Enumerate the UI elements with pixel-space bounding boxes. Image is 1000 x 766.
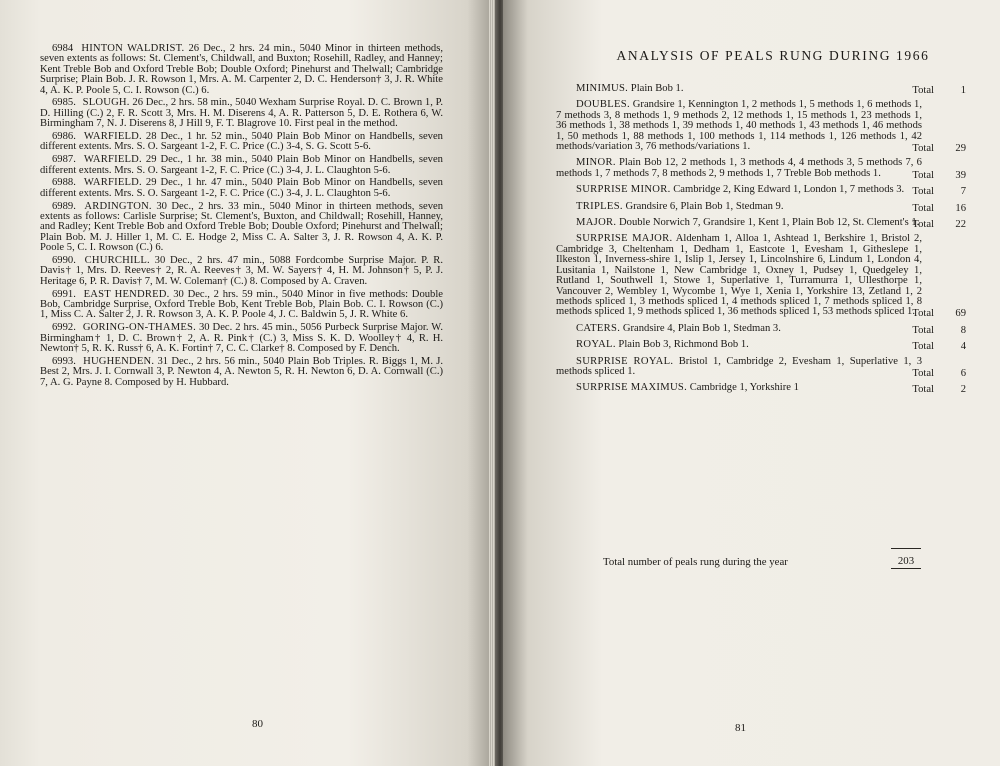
peal-place: SLOUGH.	[82, 97, 130, 109]
analysis-list	[556, 84, 966, 400]
category-methods: Grandsire 4, Plain Bob 1, Stedman 3.	[622, 322, 781, 334]
peal-details: 26 Dec., 2 hrs. 58 min., 5040 Wexham Surprise Royal. D. C. Brown 1, P. D. Hilling (C.) 2, F. R. Scott 3, Mrs. H. M. Diserens 4, A. R. Patterson 5, D. E. Rothera 6, W. Birmingham 7, N. J. Diserens 8, J Hill 9, F. T. Blagrove 10. First peal in the method.	[40, 97, 443, 130]
total-label: Total	[912, 202, 934, 214]
peal-place: EAST HENDRED.	[83, 288, 170, 300]
peal-place: HINTON WALDRIST.	[81, 43, 185, 54]
category-total	[912, 86, 966, 96]
category-methods: Aldenham 1, Alloa 1, Ashtead 1, Berkshire 1, Bristol 2, Cambridge 3, Cheltenham 1, Dedham 1, Eastcote 1, Evesham 1, Githeslepe 1, Ilkeston 1, Inverness-shire 1, Islip 1, Jersey 1, Lincolnshire 6, Lindum 1, London 4, Lusitania 1, Nailstone 1, New Cambridge 1, Oxney 1, Pudsey 1, Quedgeley 1, Rutland 1, Southwell 1, Stowe 1, Superlative 1, Turramurra 1, Ullesthorpe 1, Vancouver 2, Wembley 1, Wycombe 1, Wye 1, Xenia 1, Yorkshire 13, Zetland 1, 2 methods spliced 1, 3 methods spliced 1, 4 methods spliced 1, 7 methods spliced 1, 8 methods spliced 1, 9 methods spliced 1, 36 methods spliced 1, 53 methods spliced 1.	[556, 233, 922, 318]
category-name: CATERS.	[576, 322, 621, 334]
analysis-category	[556, 84, 966, 94]
total-value: 39	[955, 169, 966, 181]
peal-entry	[40, 132, 443, 153]
total-value: 29	[955, 143, 966, 155]
category-methods: Cambridge 1, Yorkshire 1	[689, 382, 799, 394]
peal-details: 31 Dec., 2 hrs. 56 min., 5040 Plain Bob Triples. R. Biggs 1, M. J. Best 2, Mrs. J. I. Cornwall 3, P. Newton 4, A. Newton 5, R. H. Newton 6, D. A. Cornwall (C.) 7, A. G. Payne 8. Composed by H. Hubbard.	[40, 355, 443, 388]
analysis-category	[556, 217, 966, 231]
peal-entry	[40, 256, 443, 287]
total-label: Total	[912, 324, 934, 336]
total-label: Total	[912, 367, 934, 379]
category-total	[912, 171, 966, 181]
peal-number: 6984	[52, 43, 74, 54]
category-name: MINIMUS.	[576, 83, 629, 94]
left-page	[0, 0, 497, 766]
category-total	[912, 187, 966, 197]
page-number-right: 81	[735, 722, 746, 734]
total-label: Total	[912, 384, 934, 396]
peal-number: 6987.	[52, 154, 76, 166]
category-methods: Plain Bob 12, 2 methods 1, 3 methods 4, 4 methods 3, 5 methods 7, 6 methods 1, 7 methods 7, 8 methods 2, 9 methods 1, 7 Treble Bob methods 1.	[556, 157, 922, 179]
peal-number: 6985.	[52, 97, 76, 109]
category-total	[912, 385, 966, 395]
analysis-category	[556, 184, 966, 198]
peal-place: GORING-ON-THAMES.	[82, 322, 196, 334]
category-name: SURPRISE MAJOR.	[576, 233, 673, 245]
category-methods: Grandsire 1, Kennington 1, 2 methods 1, 5 methods 1, 6 methods 1, 7 methods 3, 8 methods 1, 9 methods 2, 12 methods 1, 15 methods 1, 23 methods 1, 36 methods 1, 38 methods 1, 39 methods 1, 40 methods 1, 43 methods 1, 46 methods 1, 50 methods 1, 88 methods 1, 100 methods 1, 114 methods 1, 126 methods 1, 42 methods/variation 3, 76 methods/variations 1.	[556, 99, 923, 153]
analysis-category	[556, 158, 966, 179]
category-methods: Bristol 1, Cambridge 2, Evesham 1, Superlative 1, 3 methods spliced 1.	[556, 355, 922, 377]
analysis-category	[556, 339, 966, 353]
peal-number: 6990.	[52, 255, 76, 267]
total-label: Total	[912, 85, 934, 96]
total-value: 7	[960, 186, 966, 198]
grand-total-value: 203	[891, 548, 921, 569]
category-name: SURPRISE ROYAL.	[576, 355, 674, 367]
category-methods: Plain Bob 1.	[630, 83, 684, 94]
total-value: 4	[960, 341, 966, 353]
category-total	[912, 342, 966, 352]
peal-number: 6992.	[52, 322, 76, 334]
category-methods: Cambridge 2, King Edward 1, London 1, 7 methods 3.	[673, 184, 905, 196]
category-total	[912, 309, 966, 319]
peal-details: 28 Dec., 1 hr. 52 min., 5040 Plain Bob Minor on Handbells, seven different extents. Mrs. S. O. Sargeant 1-2, F. C. Price (C.) 3-4, S. G. Scott 5-6.	[40, 131, 443, 153]
category-methods: Grandsire 6, Plain Bob 1, Stedman 9.	[625, 200, 784, 212]
page-title: ANALYSIS OF PEALS RUNG DURING 1966	[616, 48, 930, 63]
peal-place: WARFIELD.	[83, 154, 142, 166]
peal-number: 6986.	[52, 131, 76, 143]
peal-details: 30 Dec., 2 hrs. 47 min., 5088 Fordcombe Surprise Major. P. R. Davis† 1, Mrs. D. Reeves† 2, R. A. Reeves† 3, M. W. Sayers† 4, H. M. Johnson† 5, P. J. Heritage 6, P. R. Davis† 7, M. W. Coleman† (C.) 8. Composed by A. Craven.	[40, 255, 443, 287]
page-number-left: 80	[252, 718, 263, 730]
total-value: 16	[955, 202, 966, 214]
analysis-category	[556, 202, 966, 212]
total-label: Total	[912, 308, 934, 320]
total-value: 22	[955, 219, 966, 231]
category-name: MINOR.	[576, 157, 616, 169]
total-label: Total	[912, 186, 934, 198]
category-name: ROYAL.	[576, 339, 616, 351]
peal-place: ARDINGTON.	[84, 200, 152, 212]
peal-number: 6991.	[52, 288, 76, 300]
total-value: 2	[960, 384, 966, 396]
category-name: SURPRISE MINOR.	[576, 184, 671, 196]
peal-entry	[40, 357, 443, 388]
peal-entry	[40, 323, 443, 354]
analysis-category	[556, 382, 966, 396]
peal-details: 26 Dec., 2 hrs. 24 min., 5040 Minor in thirteen methods, seven extents as follows: St. Clement's, Childwall, and Buxton; Rosehill, Radley, and Hanney; Kent Treble Bob and Oxford Treble Bob; Double Oxford; Pinehurst and Thelwall; Cambridge Surprise; Plain Bob. J. R. Rowson 1, Mrs. A. M. Carpenter 2, D. C. Henderson† 3, J. R. White 4, A. K. P. Poole 5, C. I. Rowson (C.) 6.	[40, 43, 443, 96]
category-methods: Plain Bob 3, Richmond Bob 1.	[618, 339, 749, 351]
total-value: 69	[955, 308, 966, 320]
peal-entry	[40, 202, 443, 254]
total-label: Total	[912, 219, 934, 231]
peal-place: CHURCHILL.	[84, 255, 150, 267]
grand-total-label: Total number of peals rung during the year	[603, 556, 788, 568]
peal-details: 30 Dec., 2 hrs. 59 min., 5040 Minor in five methods: Double Bob, Cambridge Surprise, Oxford Treble Bob, Kent Treble Bob, Plain Bob. C. I. Rowson (C.) 1, Miss C. A. Salter 2, J. R. Rowson 3, A. K. P. Poole 4, J. C. Baldwin 5, J. R. White 6.	[40, 288, 443, 321]
total-value: 1	[960, 85, 966, 96]
peal-details: 29 Dec., 1 hr. 38 min., 5040 Plain Bob Minor on Handbells, seven different extents. Mrs. S. O. Sargeant 1-2, F. C. Price (C.) 3-4, J. L. Claughton 5-6.	[40, 154, 443, 176]
category-total	[912, 220, 966, 230]
total-value: 6	[960, 367, 966, 379]
category-methods: Double Norwich 7, Grandsire 1, Kent 1, Plain Bob 12, St. Clement's 1.	[619, 217, 920, 229]
category-name: SURPRISE MAXIMUS.	[576, 382, 688, 394]
peal-entry	[40, 98, 443, 129]
peal-place: WARFIELD.	[83, 131, 142, 143]
category-name: MAJOR.	[576, 217, 617, 229]
analysis-category	[556, 324, 966, 334]
total-label: Total	[912, 143, 934, 155]
peal-records	[40, 44, 443, 391]
total-value: 8	[960, 324, 966, 336]
category-name: DOUBLES.	[576, 99, 630, 111]
total-label: Total	[912, 341, 934, 353]
analysis-category	[556, 233, 966, 320]
peal-number: 6989.	[52, 200, 76, 212]
peal-place: HUGHENDEN.	[83, 355, 155, 367]
peal-entry	[40, 44, 443, 96]
category-total	[912, 326, 966, 336]
peal-entry	[40, 155, 443, 176]
peal-number: 6993.	[52, 355, 76, 367]
peal-details: 29 Dec., 1 hr. 47 min., 5040 Plain Bob Minor on Handbells, seven different extents. Mrs. S. O. Sargeant 1-2, F. C. Price (C.) 3-4, J. L. Claughton 5-6.	[40, 177, 443, 199]
peal-details: 30 Dec. 2 hrs. 45 min., 5056 Purbeck Surprise Major. W. Birmingham† 1, D. C. Brown† 2, A. R. Pink† (C.) 3, Miss S. K. D. Woolley† 4, R. H. Newton† 5, R. K. Russ† 6, A. K. Fortin† 7, C. C. Clarke† 8. Composed by F. Dench.	[40, 322, 443, 355]
category-total	[912, 144, 966, 154]
analysis-category	[556, 99, 966, 155]
peal-entry	[40, 290, 443, 321]
total-label: Total	[912, 169, 934, 181]
right-page	[503, 0, 1000, 766]
analysis-category	[556, 357, 966, 378]
category-total	[912, 204, 966, 214]
category-total	[912, 369, 966, 379]
peal-number: 6988.	[52, 177, 76, 189]
grand-total	[603, 556, 921, 568]
category-name: TRIPLES.	[576, 200, 623, 212]
peal-place: WARFIELD.	[83, 177, 142, 189]
peal-details: 30 Dec., 2 hrs. 33 min., 5040 Minor in thirteen methods, seven extents as follows: Carlisle Surprise; St. Clement's, Buxton, and Childwall; Rosehill, Hanney, and Radley; Kent Treble Bob and Oxford Treble Bob; Double Oxford; Pinehurst and Thelwall; Plain Bob. M. J. Hiller 1, M. C. E. Hodge 2, Miss C. A. Salter 3, J. R. Rowson 4, A. K. P. Poole 5, C. I. Rowson (C.) 6.	[40, 200, 444, 254]
peal-entry	[40, 178, 443, 199]
